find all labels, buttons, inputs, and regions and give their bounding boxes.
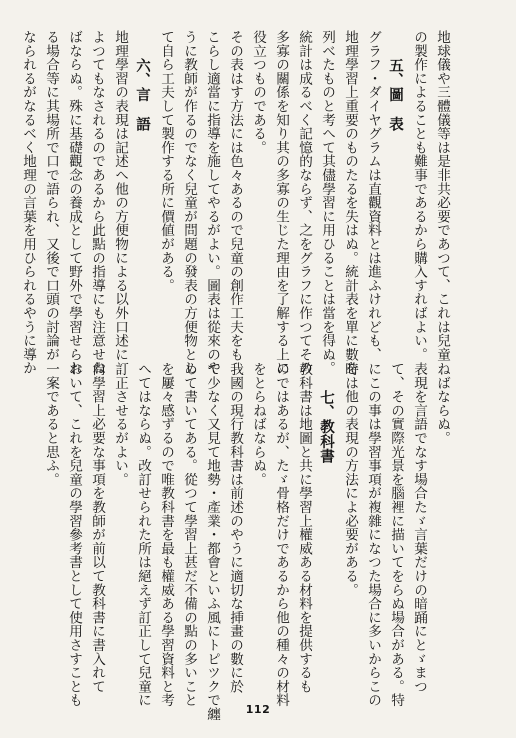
text-column: にこの事は學習事項が複雜になつた場合に多いからこの (365, 362, 381, 707)
text-column: なられるがなるべく地理の言葉を用ひられるやうに導か (20, 30, 36, 375)
text-column: うに教師が作るのでなく兒童が問題の發表の方便物とし (181, 30, 197, 375)
text-column: 役立つものである。 (250, 30, 266, 155)
section-heading-7: 七、教科書 (318, 390, 335, 464)
text-column: 教科書は地圖と共に學習上權威ある材料を提供するも (296, 362, 312, 694)
text-column: る場合等に其場所で口で語られ、又後で口頭の討論が (43, 30, 59, 362)
page-number: 112 (245, 703, 271, 716)
text-column: その表はす方法には色々あるので兒童の創作工夫をも (227, 30, 243, 362)
text-column: ねばならぬ。 (434, 362, 450, 445)
upper-text-block (16, 30, 453, 375)
text-column: 多寡の關係を知り其の多寡の生じた理由を了解する上に (273, 30, 289, 375)
text-column: グラフ・ダイヤグラムは直觀資料とは進ふけれども、 (365, 30, 381, 362)
text-column: ばならぬ。殊に基礎觀念の養成として野外で學習せられ (66, 30, 82, 375)
text-column: こらし適當に指導を施してやるがよい。圖表は從來のや (204, 30, 220, 375)
text-column: 統計は成るべく記憶的ならず、之をグラフに作つてその (296, 30, 312, 375)
text-column: よつてもなされるのであるから此點の指導にも注意せね (89, 30, 105, 375)
text-column: の製作によることも難事であるから購入すればよい。 (411, 30, 427, 362)
text-column: て、その實際光景を腦裡に描いてをらぬ場合がある。特 (388, 362, 404, 707)
text-column: めて書いてある。從つて學習上甚だ不備の點の多いこと (181, 362, 197, 707)
text-column: へてはならぬ。改訂せられた所は絕えず訂正して兒童に (135, 362, 151, 707)
text-column: 列べたものと考へて其儘學習に用ひることは當を得ぬ。 (319, 30, 335, 375)
text-column: 一案であると思ふ。 (43, 362, 59, 487)
text-column: 地理學習の表現は記述へ他の方便物による以外口述に (112, 30, 128, 362)
text-column: 地理學習上重要のものたるを失はぬ。統計表を單に數を (342, 30, 358, 375)
text-column: 表現を言語でなす場合たゞ言葉だけの暗踊にとゞまつ (411, 362, 427, 694)
text-column: 尙學習上必要な事項を教師が前以て教科書に書入れて (89, 362, 105, 694)
text-column: を屢々感ずるので唯教科書を最も權威ある學習資料と考 (158, 362, 174, 707)
text-column: 時は他の表現の方法によ必要がある。 (342, 362, 358, 597)
text-column: おいて、これを兒童の學習參考書として使用さすことも (66, 362, 82, 707)
section-heading-5: 五、圖 表 (387, 58, 404, 132)
text-column: て少なく又見て地勢・產業・都會といふ風にトピツクで纏 (204, 362, 220, 721)
text-column: 地球儀や三體儀等は是非共必要であつて、これは兒童 (434, 30, 450, 362)
text-column: 我國の現行教科書は前述のやうに適切な挿畫の數に於 (227, 362, 243, 694)
section-heading-6: 六、言 語 (134, 58, 151, 132)
text-column: て自ら工夫して製作する所に價値がある。 (158, 30, 174, 293)
text-column: のではあるが、たゞ骨格だけであるから他の種々の材料 (273, 362, 289, 707)
text-column: をとらねばならぬ。 (250, 362, 266, 487)
text-column: 訂正させるがよい。 (112, 362, 128, 487)
